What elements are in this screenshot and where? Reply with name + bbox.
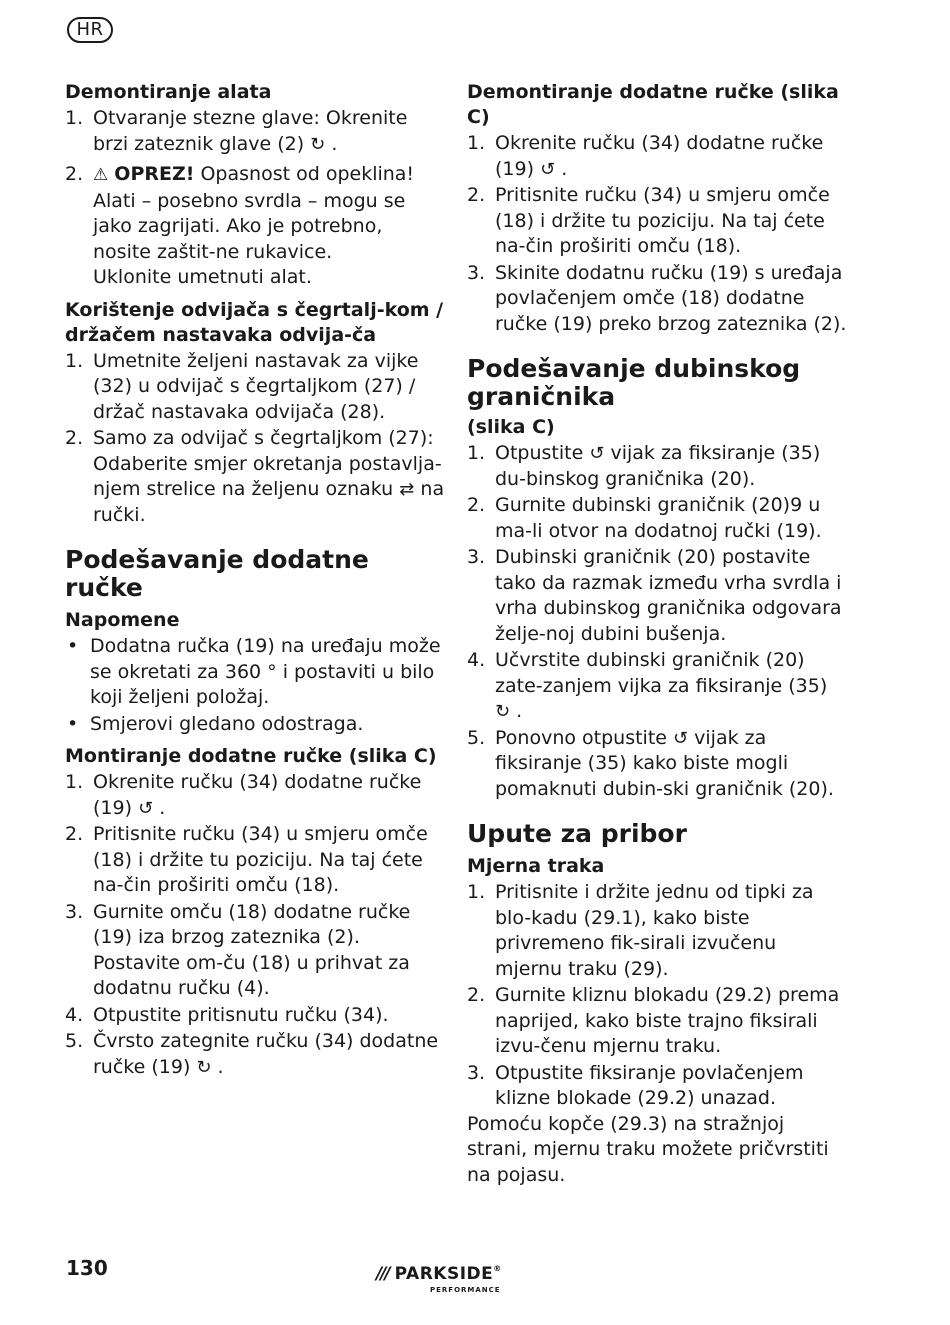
list-number: 3.: [467, 261, 486, 284]
list-tail: .: [516, 700, 523, 722]
list-text: Pritisnite ručku (34) u smjeru omče (18) i držite tu poziciju. Na taj ćete na-čin proširiti omču (18).: [495, 184, 830, 257]
logo-registered-mark: ®: [493, 1264, 502, 1273]
list-number: 4.: [65, 1003, 84, 1026]
list-number: 3.: [467, 1061, 486, 1084]
list-item: [467, 880, 847, 982]
list-text: Opasnost od opeklina! Alati – posebno svrdla – mogu se jako zagrijati. Ako je potrebno, nosite zaštit-ne rukavice.: [93, 163, 415, 263]
list-text: Okrenite ručku (34) dodatne ručke (19): [495, 132, 824, 180]
list-number: 1.: [65, 107, 84, 129]
list-item: [467, 261, 847, 338]
list-item: [65, 426, 445, 528]
heading-accessory-instructions: Upute za pribor: [467, 819, 687, 848]
list-item: [467, 441, 847, 492]
list-text: Ponovno otpustite: [495, 726, 667, 749]
list-number: 2.: [65, 163, 84, 185]
list-item: [467, 493, 847, 544]
list-tail: vijak za fiksiranje (35) kako biste mogli pomaknuti dubin-ski graničnik (20).: [495, 726, 834, 800]
list-text: Gurnite kliznu blokadu (29.2) prema naprijed, kako biste trajno fiksirali izvu-čenu mjernu traku.: [495, 984, 840, 1057]
list-item: [467, 131, 847, 182]
list-tail: .: [159, 796, 166, 819]
list-text: Okrenite ručku (34) dodatne ručke (19): [93, 771, 422, 819]
bullet-item: [65, 712, 445, 738]
bullet-dot: •: [67, 635, 79, 657]
heading-depth-stop: Podešavanje dubinskog graničnika: [467, 354, 801, 411]
list-extra: Uklonite umetnuti alat.: [93, 266, 312, 288]
list-text: Otpustite pritisnutu ručku (34).: [93, 1003, 389, 1026]
list-text: Čvrsto zategnite ručku (34) dodatne ručke (19): [93, 1030, 439, 1078]
logo-slashes: ///: [376, 1264, 389, 1284]
heading-ratchet-screwdriver: Korištenje odvijača s čegrtalj-kom / držačem nastavaka odvija-ča: [65, 298, 444, 346]
language-badge: HR: [67, 17, 113, 43]
rotate-counterclockwise-icon: ↺: [138, 797, 154, 819]
list-number: 2.: [467, 184, 486, 206]
list-item: [65, 162, 445, 291]
list-number: 2.: [467, 984, 486, 1006]
list-number: 2.: [65, 427, 84, 449]
right-column: [467, 80, 847, 1188]
list-text: Umetnite željeni nastavak za vijke (32) u odvijač s čegrtaljkom (27) / držač nastavaka odvijača (28).: [93, 349, 419, 423]
rotate-counterclockwise-icon: ↺: [673, 727, 689, 749]
subheading-figure-c: (slika C): [467, 416, 555, 438]
warning-label: OPREZ!: [114, 163, 195, 185]
subheading-notes: Napomene: [65, 609, 180, 631]
list-item: [65, 1029, 445, 1080]
list-item: [467, 983, 847, 1060]
list-tail: .: [331, 132, 338, 155]
subheading-tape-measure: Mjerna traka: [467, 855, 605, 877]
bullet-item: [65, 634, 445, 711]
list-text: Dubinski graničnik (20) postavite tako da razmak između vrha svrdla i vrha dubinskog graničnika odgovara želje-noj dubini bušenja.: [495, 546, 842, 645]
rotate-clockwise-icon: ↻: [196, 1056, 212, 1078]
heading-aux-handle-mount: Montiranje dodatne ručke (slika C): [65, 745, 437, 767]
list-tail: .: [217, 1055, 224, 1078]
bullet-dot: •: [67, 712, 79, 735]
list-number: 4.: [467, 649, 486, 671]
heading-tool-removal: Demontiranje alata: [65, 81, 272, 103]
page-number: 130: [66, 1256, 108, 1280]
logo-subtitle: PERFORMANCE: [430, 1286, 501, 1294]
rotate-clockwise-icon: ↻: [495, 701, 511, 722]
list-item: [467, 545, 847, 647]
list-item: [467, 183, 847, 260]
logo-text: PARKSIDE: [394, 1264, 494, 1284]
list-number: 2.: [467, 494, 486, 516]
list-number: 3.: [467, 546, 486, 568]
list-item: [65, 1003, 445, 1029]
list-number: 2.: [65, 823, 84, 845]
list-item: [467, 648, 847, 725]
list-item: [467, 1061, 847, 1112]
list-text: Učvrstite dubinski graničnik (20) zate-zanjem vijka za fiksiranje (35): [495, 649, 828, 697]
list-number: 3.: [65, 900, 84, 923]
list-tail: na ručki.: [93, 478, 445, 526]
heading-aux-handle-removal: Demontiranje dodatne ručke (slika C): [467, 81, 839, 128]
list-item: [65, 106, 445, 157]
list-number: 5.: [467, 726, 486, 749]
list-item: [65, 822, 445, 899]
bullet-text: Smjerovi gledano odostraga.: [90, 712, 364, 735]
rotate-counterclockwise-icon: ↺: [540, 158, 556, 180]
rotate-counterclockwise-icon: ↺: [589, 443, 605, 464]
list-number: 1.: [65, 771, 84, 793]
rotate-clockwise-icon: ↻: [310, 133, 326, 155]
list-tail: vijak za fiksiranje (35) du-binskog graničnika (20).: [495, 442, 821, 490]
list-item: [65, 900, 445, 1002]
list-text: Otvaranje stezne glave: Okrenite brzi zateznik glave (2): [93, 107, 408, 155]
left-column: [65, 80, 445, 1080]
list-text: Pritisnite i držite jednu od tipki za blo-kadu (29.1), kako biste privremeno fik-sirali izvučenu mjernu traku (29).: [495, 881, 814, 980]
list-item: [65, 349, 445, 426]
list-text: Otpustite fiksiranje povlačenjem klizne blokade (29.2) unazad.: [495, 1061, 804, 1109]
list-text: Samo za odvijač s čegrtaljkom (27): Odaberite smjer okretanja postavlja-njem strelice na željenu oznaku: [93, 427, 442, 500]
list-number: 1.: [467, 132, 486, 154]
list-text: Gurnite dubinski graničnik (20)9 u ma-li otvor na dodatnoj ručki (19).: [495, 494, 822, 542]
list-tail: .: [561, 157, 568, 180]
list-number: 1.: [65, 349, 84, 372]
list-number: 1.: [467, 442, 486, 464]
list-text: Gurnite omču (18) dodatne ručke (19) iza brzog zateznika (2). Postavite om-ču (18) u prihvat za dodatnu ručku (4).: [93, 900, 411, 999]
parkside-logo: [376, 1264, 526, 1300]
list-number: 5.: [65, 1030, 84, 1052]
list-text: Otpustite: [495, 442, 584, 464]
list-number: 1.: [467, 881, 486, 903]
bullet-text: Dodatna ručka (19) na uređaju može se okretati za 360 ° i postaviti u bilo koji željeni položaj.: [90, 635, 441, 708]
heading-aux-handle-adjust: Podešavanje dodatne ručke: [65, 545, 369, 602]
list-text: Pritisnite ručku (34) u smjeru omče (18) i držite tu poziciju. Na taj ćete na-čin proširiti omču (18).: [93, 823, 428, 896]
list-text: Skinite dodatnu ručku (19) s uređaja povlačenjem omče (18) dodatne ručke (19) preko brzog zateznika (2).: [495, 261, 847, 335]
list-item: [65, 770, 445, 821]
paragraph-belt-clip: Pomoću kopče (29.3) na stražnjoj strani, mjernu traku možete pričvrstiti na pojasu.: [467, 1112, 829, 1186]
rotation-direction-icon: ⇄: [399, 479, 415, 500]
warning-triangle-icon: ⚠: [93, 165, 109, 185]
logo-wordmark: [376, 1264, 502, 1284]
list-item: [467, 726, 847, 803]
